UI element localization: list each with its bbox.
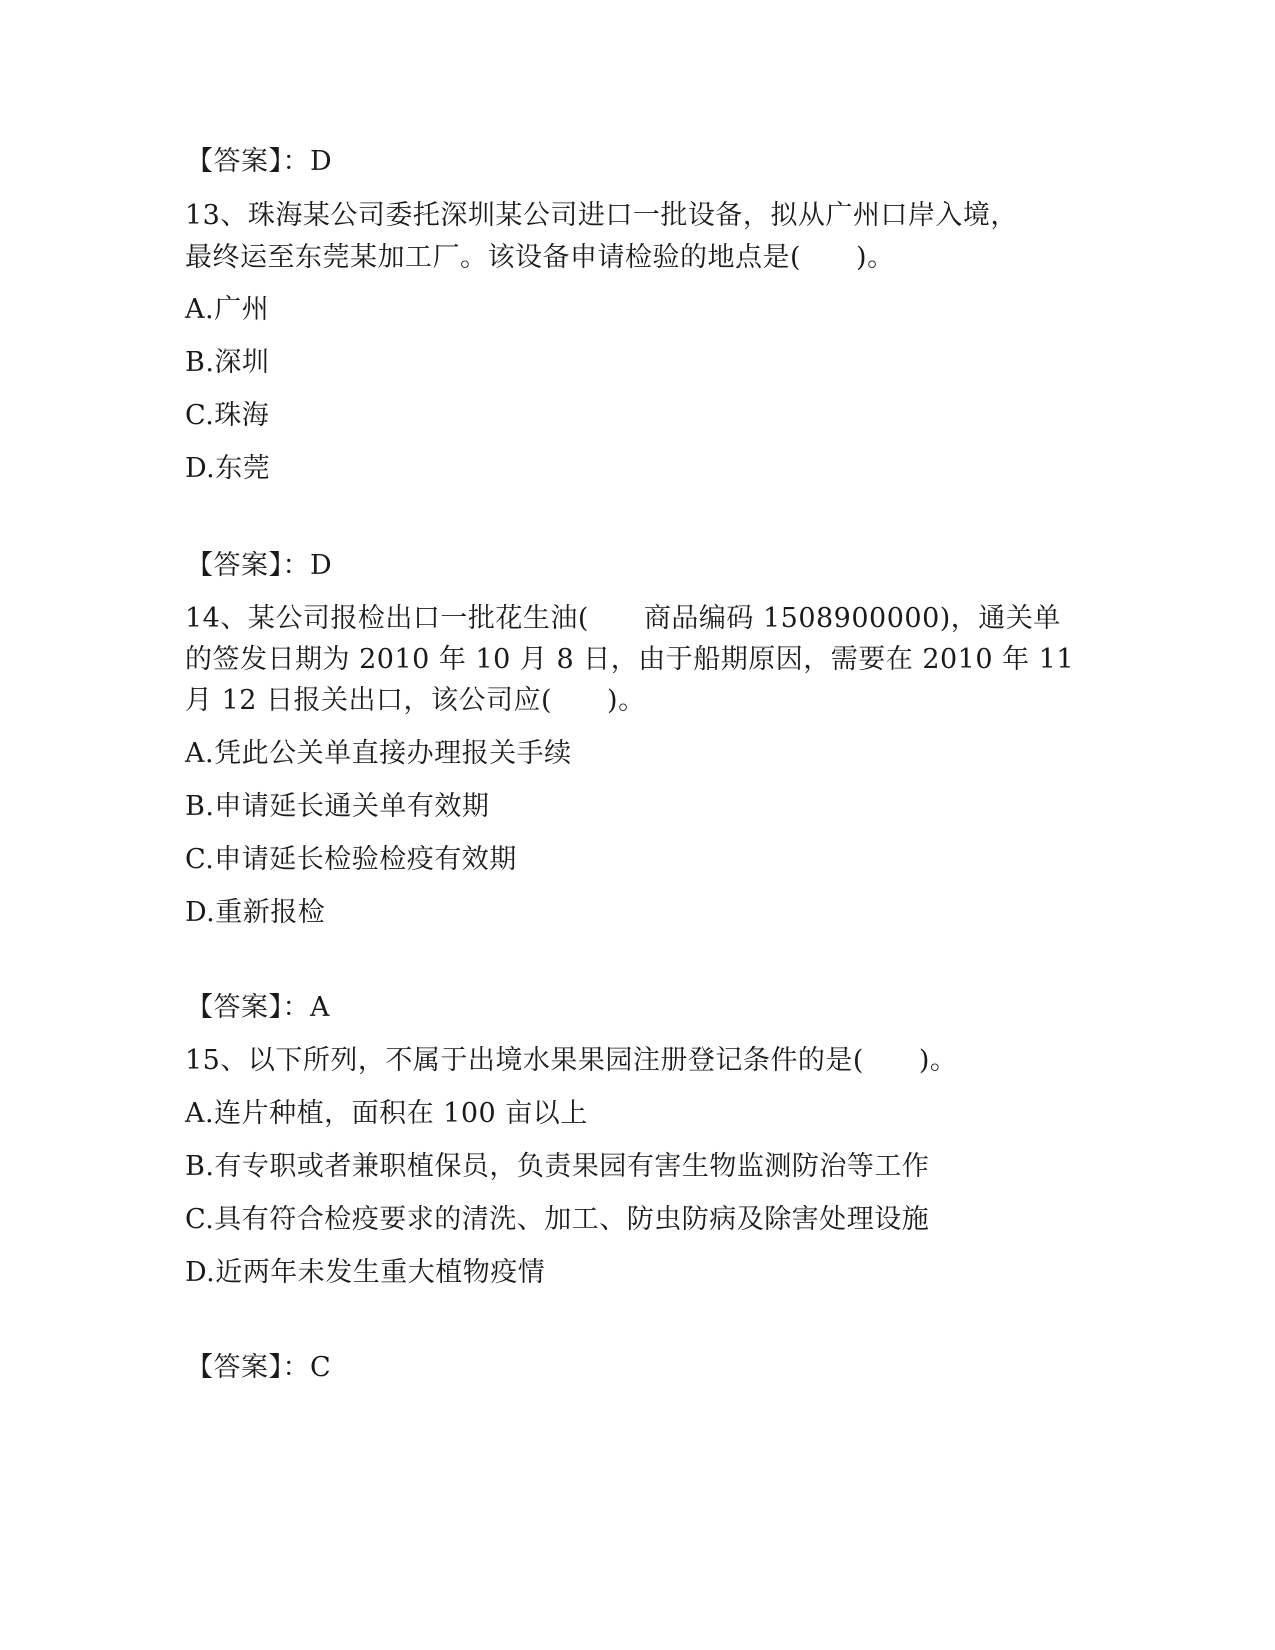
question-13-option-b: B.深圳	[185, 347, 270, 378]
question-15-option-b: B.有专职或者兼职植保员，负责果园有害生物监测防治等工作	[185, 1151, 930, 1182]
answer-label: 【答案】：D	[186, 146, 333, 177]
question-15-option-c: C.具有符合检疫要求的清洗、加工、防虫防病及除害处理设施	[185, 1204, 930, 1235]
question-13-line-2: 最终运至东莞某加工厂。该设备申请检验的地点是( )。	[185, 242, 895, 273]
answer-label: 【答案】：C	[186, 1352, 332, 1383]
question-15-option-d: D.近两年未发生重大植物疫情	[185, 1257, 546, 1288]
question-13-option-d: D.东莞	[185, 453, 271, 484]
question-14-option-d: D.重新报检	[185, 897, 326, 928]
question-13-option-a: A.广州	[185, 294, 270, 325]
answer-label: 【答案】：A	[186, 992, 330, 1023]
question-14-option-c: C.申请延长检验检疫有效期	[185, 844, 517, 875]
question-15-line-1: 15、以下所列，不属于出境水果果园注册登记条件的是( )。	[185, 1045, 958, 1076]
question-14-option-b: B.申请延长通关单有效期	[185, 791, 490, 822]
answer-label: 【答案】：D	[186, 550, 333, 581]
question-14-option-a: A.凭此公关单直接办理报关手续	[185, 738, 572, 769]
question-14-line-3: 月 12 日报关出口，该公司应( )。	[185, 685, 646, 716]
question-15-option-a: A.连片种植，面积在 100 亩以上	[185, 1098, 588, 1129]
question-14-line-2: 的签发日期为 2010 年 10 月 8 日，由于船期原因，需要在 2010 年 11	[185, 644, 1075, 675]
question-13-line-1: 13、珠海某公司委托深圳某公司进口一批设备，拟从广州口岸入境，	[185, 200, 1018, 231]
question-14-line-1: 14、某公司报检出口一批花生油( 商品编码 1508900000)，通关单	[185, 603, 1061, 634]
question-13-option-c: C.珠海	[185, 400, 270, 431]
